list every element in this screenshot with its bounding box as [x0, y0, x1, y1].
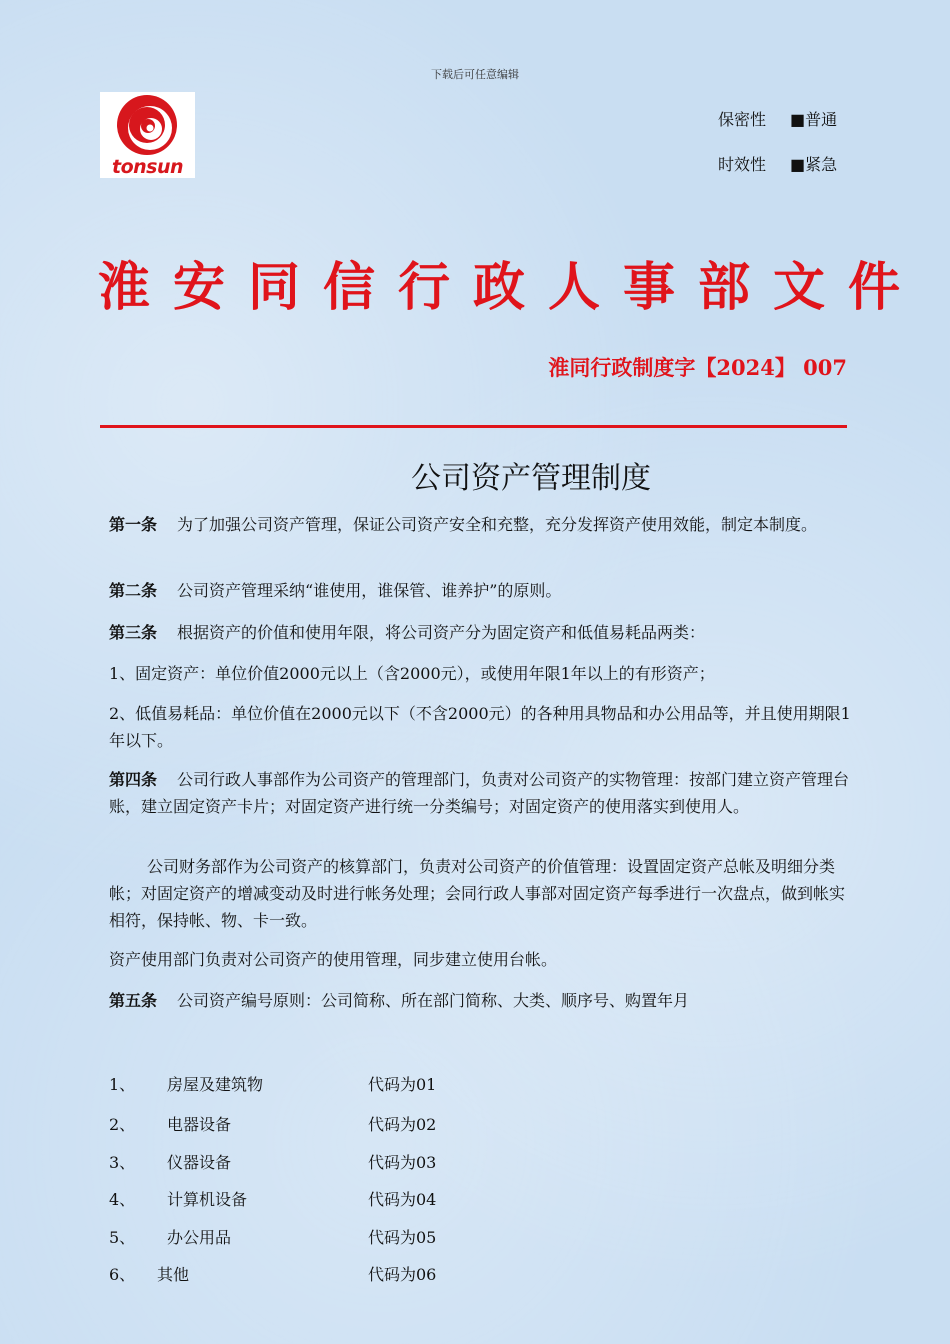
article-4	[109, 766, 854, 820]
article-text: 公司资产管理采纳“谁使用，谁保管、谁养护”的原则。	[177, 581, 562, 600]
item-number: 1、	[109, 1075, 136, 1094]
item-name: 仪器设备	[167, 1153, 232, 1172]
item-number: 5、	[109, 1228, 136, 1247]
confidentiality-label: 保密性	[718, 110, 767, 129]
item-name: 办公用品	[167, 1228, 232, 1247]
article-text: 根据资产的价值和使用年限，将公司资产分为固定资产和低值易耗品两类：	[177, 623, 706, 642]
confidentiality-row	[718, 107, 837, 130]
urgency-label: 时效性	[718, 155, 767, 174]
item-code: 代码为05	[368, 1228, 437, 1247]
confidentiality-value: ■普通	[790, 110, 838, 129]
item-code: 代码为04	[368, 1190, 437, 1209]
article-4-finance	[109, 853, 854, 934]
item-name: 电器设备	[167, 1115, 232, 1134]
article-head: 第一条	[109, 515, 158, 534]
header-note: 下载后可任意编辑	[431, 68, 519, 81]
article-text: 2、低值易耗品：单位价值在2000元以下（不含2000元）的各种用具物品和办公用品等，并且使用期限1年以下。	[109, 704, 851, 750]
article-head: 第四条	[109, 770, 158, 789]
document-number: 淮同行政制度字【2024】 007	[548, 355, 847, 380]
red-divider	[100, 425, 847, 428]
item-code: 代码为06	[368, 1265, 437, 1284]
article-text: 为了加强公司资产管理，保证公司资产安全和充整，充分发挥资产使用效能，制定本制度。	[177, 515, 818, 534]
article-text: 资产使用部门负责对公司资产的使用管理，同步建立使用台帐。	[109, 950, 558, 969]
logo-swirl-icon	[100, 92, 195, 162]
item-name: 计算机设备	[167, 1190, 248, 1209]
article-2	[109, 577, 854, 604]
item-name: 其他	[157, 1265, 190, 1284]
article-3-item-2	[109, 700, 854, 754]
article-text: 公司资产编号原则：公司简称、所在部门简称、大类、顺序号、购置年月	[177, 991, 690, 1010]
article-text: 公司行政人事部作为公司资产的管理部门，负责对公司资产的实物管理：按部门建立资产管理台账，建立固定资产卡片；对固定资产进行统一分类编号；对固定资产的使用落实到使用人。	[109, 770, 850, 816]
article-head: 第五条	[109, 991, 158, 1010]
item-code: 代码为03	[368, 1153, 437, 1172]
article-3	[109, 619, 854, 646]
document-heading: 淮安同信行政人事部文件	[98, 258, 924, 318]
item-name: 房屋及建筑物	[167, 1075, 264, 1094]
item-number: 4、	[109, 1190, 136, 1209]
article-head: 第二条	[109, 581, 158, 600]
item-number: 6、	[109, 1265, 136, 1284]
article-text: 公司财务部作为公司资产的核算部门，负责对公司资产的价值管理：设置固定资产总帐及明细分类帐；对固定资产的增减变动及时进行帐务处理；会同行政人事部对固定资产每季进行一次盘点，做到帐实相符，保持帐、物、卡一致。	[109, 857, 846, 930]
article-3-item-1	[109, 660, 854, 687]
logo-wordmark: tonsun	[111, 156, 184, 178]
urgency-row	[718, 152, 837, 175]
article-1	[109, 511, 854, 538]
item-code: 代码为01	[368, 1075, 437, 1094]
item-number: 2、	[109, 1115, 136, 1134]
article-5	[109, 987, 854, 1014]
article-head: 第三条	[109, 623, 158, 642]
item-number: 3、	[109, 1153, 136, 1172]
article-4-usage	[109, 946, 854, 973]
urgency-value: ■紧急	[790, 155, 838, 174]
page-title: 公司资产管理制度	[411, 461, 651, 496]
company-logo	[100, 92, 195, 178]
item-code: 代码为02	[368, 1115, 437, 1134]
article-text: 1、固定资产：单位价值2000元以上（含2000元），或使用年限1年以上的有形资产；	[109, 664, 715, 683]
